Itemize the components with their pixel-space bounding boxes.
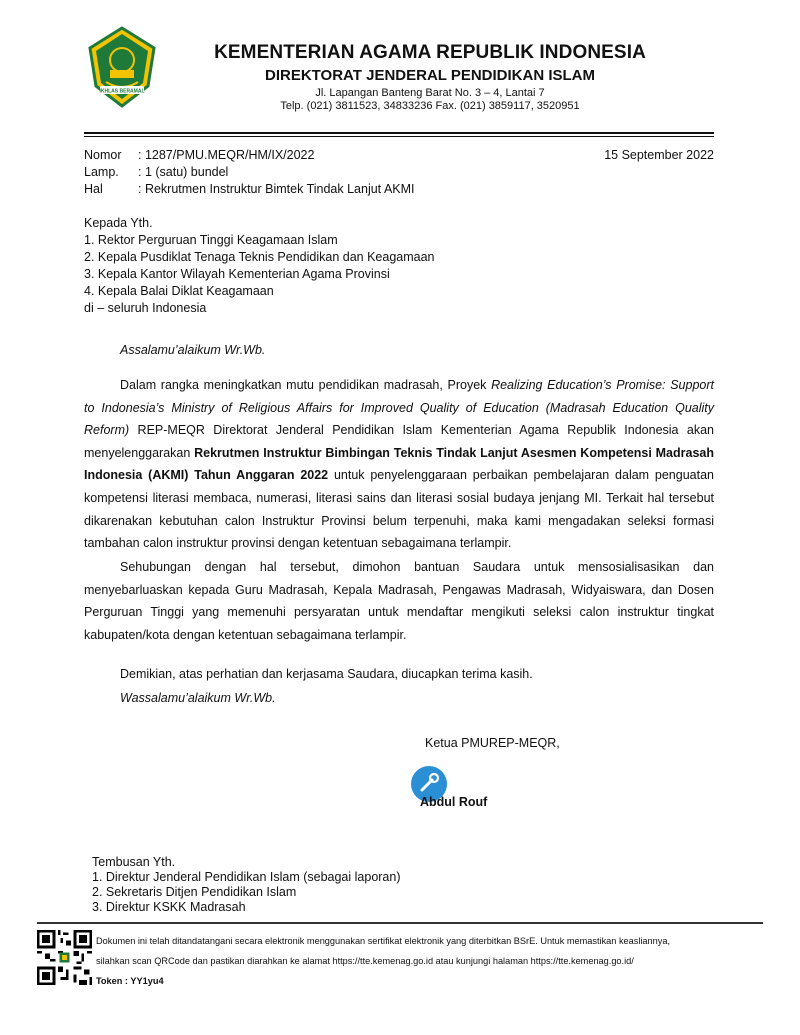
recipient-item: 2. Kepala Pusdiklat Tenaga Teknis Pendidikan dan Keagamaan	[84, 250, 435, 264]
letter-date: 15 September 2022	[604, 148, 714, 162]
footer-divider	[37, 922, 763, 924]
p1-text-e: untuk penyelenggaraan perbaikan pembelajaran dalam penguatan kompetensi literasi membaca, numerasi, literasi sains dan literasi sosial budaya jenjang MI. Terkait hal tersebut dikarenakan kebutuhan calon Instruktur Provinsi belum terpenuhi, maka kami mengadakan seleksi formasi tambahan calon instruktur provinsi dengan ketentuan sebagaimana terlampir.	[84, 468, 714, 551]
cc-item: 2. Sekretaris Ditjen Pendidikan Islam	[92, 885, 297, 899]
logo-motto: IKHLAS BERAMAL	[99, 88, 145, 95]
p1-text-a: Dalam rangka meningkatkan mutu pendidikan madrasah, Proyek	[120, 378, 492, 392]
hal-value: : Rekrutmen Instruktur Bimtek Tindak Lanjut AKMI	[138, 182, 415, 196]
letterhead-rule-thick	[84, 132, 714, 134]
p1-program-name: Rekrutmen Instruktur Bimbingan Teknis Tindak Lanjut Asesmen Kompetensi Madrasah Indonesia (AKMI) Tahun Anggaran 2022	[84, 445, 714, 483]
closing-text: Demikian, atas perhatian dan kerjasama Saudara, diucapkan terima kasih.	[120, 667, 533, 681]
footer-line-2: silahkan scan QRCode dan pastikan diarahkan ke alamat https://tte.kemenag.go.id atau kunjungi halaman https://tte.kemenag.go.id/	[96, 956, 634, 966]
recipients-intro: Kepada Yth.	[84, 216, 153, 230]
recipients-location: di – seluruh Indonesia	[84, 301, 207, 315]
signer-name: Abdul Rouf	[420, 795, 488, 809]
p1-text-c: REP-MEQR Direktorat Jenderal Pendidikan Islam Kementerian Agama Republik Indonesia akan menyelenggarakan	[84, 423, 714, 460]
office-address: Jl. Lapangan Banteng Barat No. 3 – 4, Lantai 7	[315, 87, 545, 99]
ministry-name: KEMENTERIAN AGAMA REPUBLIK INDONESIA	[214, 42, 646, 63]
cc-intro: Tembusan Yth.	[92, 855, 176, 869]
farewell: Wassalamu’alaikum Wr.Wb.	[120, 691, 276, 705]
nomor-label: Nomor	[84, 148, 122, 162]
p1-project-name: Realizing Education’s Promise: Support to Indonesia’s Ministry of Religious Affairs for Improved Quality of Education (Madrasah Education Quality Reform)	[84, 378, 714, 438]
cc-item: 1. Direktur Jenderal Pendidikan Islam (sebagai laporan)	[92, 870, 401, 884]
p2-text: Sehubungan dengan hal tersebut, dimohon bantuan Saudara untuk mensosialisasikan dan menyebarluaskan kepada Guru Madrasah, Kepala Madrasah, Pengawas Madrasah, Widyaiswara, dan Dosen Perguruan Tinggi yang memenuhi persyaratan untuk mendaftar mengikuti seleksi calon instruktur tingkat kabupaten/kota dengan ketentuan sebagaimana terlampir.	[84, 560, 714, 642]
footer-token: Token : YY1yu4	[96, 976, 164, 986]
recipient-item: 3. Kepala Kantor Wilayah Kementerian Agama Provinsi	[84, 267, 390, 281]
ministry-logo	[86, 26, 158, 108]
greeting: Assalamu’alaikum Wr.Wb.	[120, 343, 266, 357]
lamp-label: Lamp.	[84, 165, 119, 179]
signer-title: Ketua PMUREP-MEQR,	[425, 736, 560, 750]
nomor-value: : 1287/PMU.MEQR/HM/IX/2022	[138, 148, 315, 162]
footer-line-1: Dokumen ini telah ditandatangani secara elektronik menggunakan sertifikat elektronik yang diterbitkan BSrE. Untuk memastikan keasliannya,	[96, 936, 671, 946]
hal-label: Hal	[84, 182, 103, 196]
recipient-item: 1. Rektor Perguruan Tinggi Keagamaan Islam	[84, 233, 338, 247]
cc-item: 3. Direktur KSKK Madrasah	[92, 900, 246, 914]
letterhead-rule-thin	[84, 136, 714, 137]
office-phone: Telp. (021) 3811523, 34833236 Fax. (021) 3859117, 3520951	[280, 100, 580, 112]
qr-code-icon[interactable]	[37, 930, 92, 985]
body-paragraph-1	[84, 374, 714, 555]
body-paragraph-2	[84, 556, 714, 646]
recipient-item: 4. Kepala Balai Diklat Keagamaan	[84, 284, 274, 298]
directorate-name: DIREKTORAT JENDERAL PENDIDIKAN ISLAM	[264, 67, 596, 84]
lamp-value: : 1 (satu) bundel	[138, 165, 229, 179]
